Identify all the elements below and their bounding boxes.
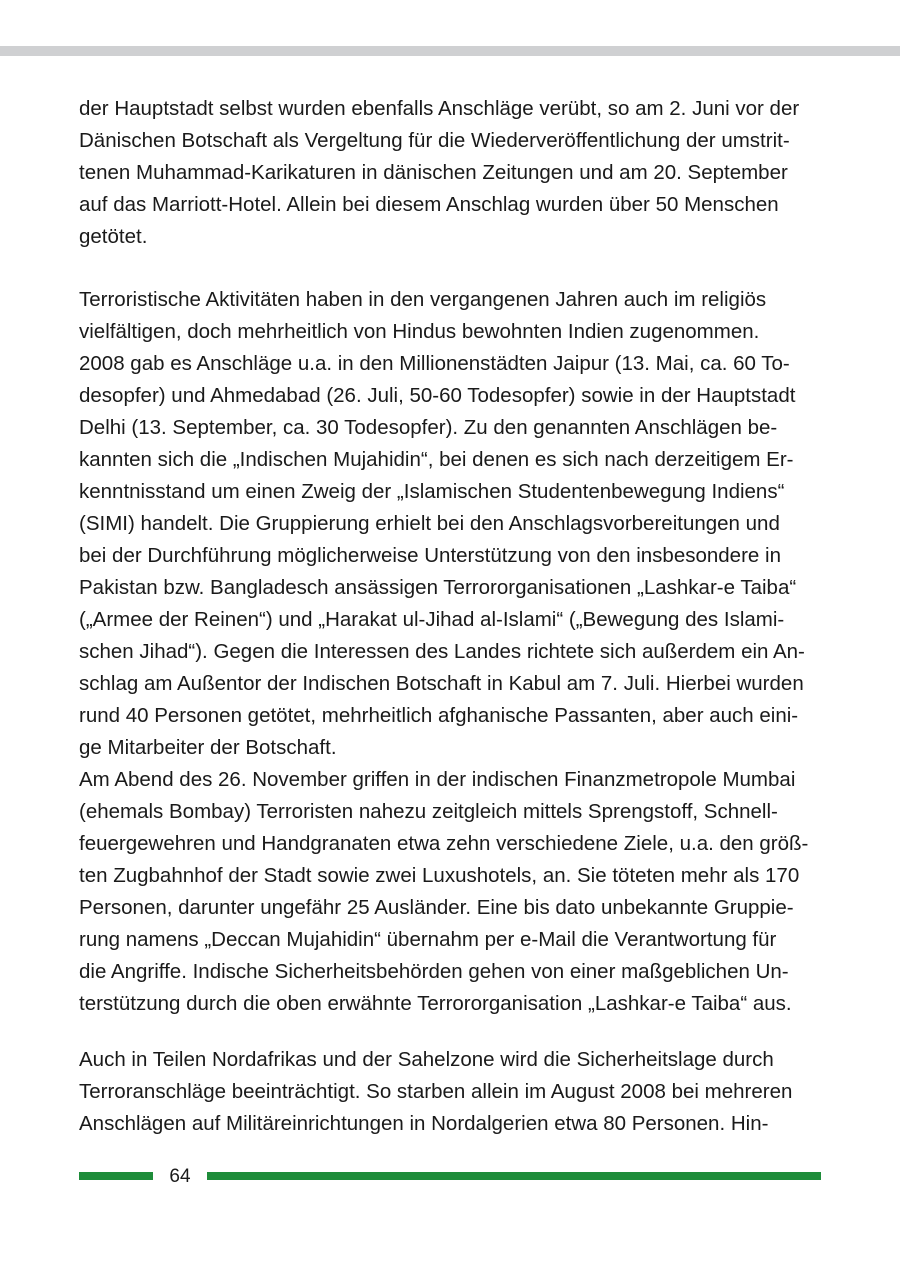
page-number: 64 [169,1166,191,1187]
text-line: Auch in Teilen Nordafrikas und der Sahelzone wird die Sicherheitslage durch [79,1048,774,1071]
text-line: kannten sich die „Indischen Mujahidin“, bei denen es sich nach derzeitigem Er- [79,448,794,471]
paragraph [79,93,824,253]
paragraph [79,1044,824,1140]
text-line: rung namens „Deccan Mujahidin“ übernahm per e-Mail die Verantwortung für [79,928,777,951]
text-line: vielfältigen, doch mehrheitlich von Hindus bewohnten Indien zugenommen. [79,320,760,343]
text-line: tenen Muhammad-Karikaturen in dänischen Zeitungen und am 20. September [79,161,788,184]
text-line: Terroranschläge beeinträchtigt. So starben allein im August 2008 bei mehreren [79,1080,793,1103]
text-line: bei der Durchführung möglicherweise Unterstützung von den insbesondere in [79,544,781,567]
text-line: Delhi (13. September, ca. 30 Todesopfer). Zu den genannten Anschlägen be- [79,416,778,439]
text-line: terstützung durch die oben erwähnte Terrororganisation „Lashkar-e Taiba“ aus. [79,992,792,1015]
paragraph [79,284,824,1020]
text-line: 2008 gab es Anschläge u.a. in den Millionenstädten Jaipur (13. Mai, ca. 60 To- [79,352,790,375]
text-line: der Hauptstadt selbst wurden ebenfalls Anschläge verübt, so am 2. Juni vor der [79,97,800,120]
text-line: kenntnisstand um einen Zweig der „Islamischen Studentenbewegung Indiens“ [79,480,785,503]
text-line: (SIMI) handelt. Die Gruppierung erhielt bei den Anschlagsvorbereitungen und [79,512,780,535]
text-line: feuergewehren und Handgranaten etwa zehn verschiedene Ziele, u.a. den größ- [79,832,809,855]
text-line: („Armee der Reinen“) und „Harakat ul-Jihad al-Islami“ („Bewegung des Islami- [79,608,785,631]
text-line: auf das Marriott-Hotel. Allein bei diesem Anschlag wurden über 50 Menschen [79,193,779,216]
footer-bar-right [207,1172,821,1180]
text-line: getötet. [79,225,148,248]
text-line: schlag am Außentor der Indischen Botschaft in Kabul am 7. Juli. Hierbei wurden [79,672,804,695]
text-line: Am Abend des 26. November griffen in der indischen Finanzmetropole Mumbai [79,768,796,791]
text-line: rund 40 Personen getötet, mehrheitlich afghanische Passanten, aber auch eini- [79,704,799,727]
text-line: (ehemals Bombay) Terroristen nahezu zeitgleich mittels Sprengstoff, Schnell- [79,800,778,823]
top-rule [0,46,900,56]
text-line: Anschlägen auf Militäreinrichtungen in Nordalgerien etwa 80 Personen. Hin- [79,1112,769,1135]
footer-bar-left [79,1172,153,1180]
text-line: ten Zugbahnhof der Stadt sowie zwei Luxushotels, an. Sie töteten mehr als 170 [79,864,800,887]
text-line: Dänischen Botschaft als Vergeltung für die Wiederveröffentlichung der umstrit- [79,129,790,152]
text-line: Personen, darunter ungefähr 25 Ausländer. Eine bis dato unbekannte Gruppie- [79,896,794,919]
text-line: Terroristische Aktivitäten haben in den vergangenen Jahren auch im religiös [79,288,767,311]
text-line: desopfer) und Ahmedabad (26. Juli, 50-60 Todesopfer) sowie in der Hauptstadt [79,384,796,407]
text-line: ge Mitarbeiter der Botschaft. [79,736,337,759]
text-line: Pakistan bzw. Bangladesch ansässigen Terrororganisationen „Lashkar-e Taiba“ [79,576,797,599]
text-line: die Angriffe. Indische Sicherheitsbehörden gehen von einer maßgeblichen Un- [79,960,789,983]
text-line: schen Jihad“). Gegen die Interessen des Landes richtete sich außerdem ein An- [79,640,805,663]
